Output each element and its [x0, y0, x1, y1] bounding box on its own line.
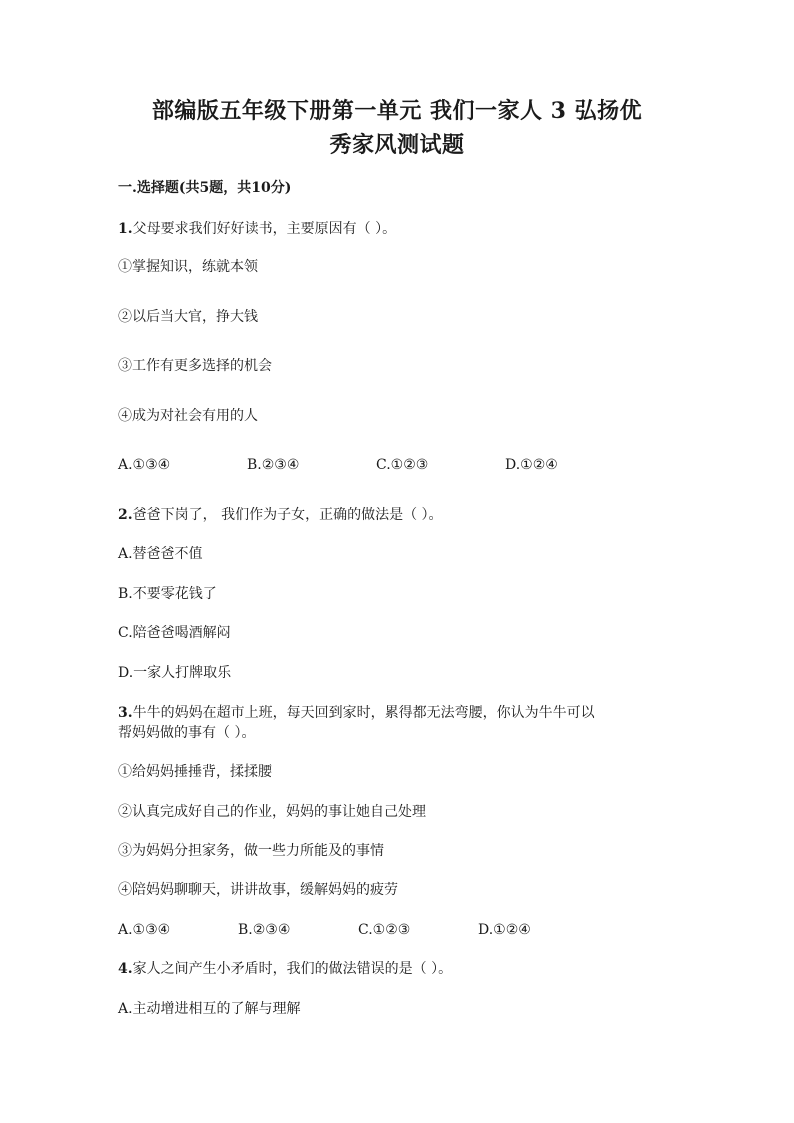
- question-3-stem-line-2: 帮妈妈做的事有（ ）。: [118, 725, 256, 741]
- question-3-statement-4: ④陪妈妈聊聊天，讲讲故事，缓解妈妈的疲劳: [118, 882, 398, 898]
- option-c: C.①②③: [376, 457, 429, 473]
- question-3-statement-2: ②认真完成好自己的作业，妈妈的事让她自己处理: [118, 804, 426, 820]
- option-b: B.②③④: [247, 457, 300, 473]
- page-title-line-2: 秀家风测试题: [329, 132, 465, 158]
- page-title-line-1: 部编版五年级下册第一单元 我们一家人 3 弘扬优: [151, 98, 643, 124]
- question-2-option-a: A.替爸爸不值: [118, 546, 203, 562]
- question-text: 父母要求我们好好读书，主要原因有（ ）。: [132, 221, 397, 237]
- option-d: D.①②④: [478, 922, 531, 938]
- question-3-statement-3: ③为妈妈分担家务，做一些力所能及的事情: [118, 843, 384, 859]
- question-text: 家人之间产生小矛盾时，我们的做法错误的是（ ）。: [132, 961, 453, 977]
- question-1-statement-3: ③工作有更多选择的机会: [118, 358, 272, 374]
- question-4-stem: [118, 959, 452, 979]
- option-b: B.②③④: [238, 922, 291, 938]
- question-1-stem: [118, 219, 396, 239]
- question-text: 爸爸下岗了， 我们作为子女，正确的做法是（ ）。: [132, 507, 443, 523]
- question-3-stem-line-1: [118, 703, 595, 723]
- question-1-options: [118, 455, 634, 475]
- question-text: 牛牛的妈妈在超市上班，每天回到家时，累得都无法弯腰，你认为牛牛可以: [132, 705, 595, 721]
- question-2-option-c: C.陪爸爸喝酒解闷: [118, 625, 231, 641]
- option-a: A.①③④: [118, 457, 171, 473]
- question-2-option-d: D.一家人打牌取乐: [118, 665, 232, 681]
- question-number: 2.: [118, 507, 133, 523]
- option-c: C.①②③: [358, 922, 411, 938]
- question-1-statement-2: ②以后当大官，挣大钱: [118, 309, 258, 325]
- option-d: D.①②④: [505, 457, 558, 473]
- question-1-statement-1: ①掌握知识，练就本领: [118, 259, 258, 275]
- question-3-statement-1: ①给妈妈捶捶背，揉揉腰: [118, 764, 272, 780]
- question-2-option-b: B.不要零花钱了: [118, 586, 217, 602]
- question-2-stem: [118, 505, 443, 525]
- option-a: A.①③④: [118, 922, 171, 938]
- section-heading: 一.选择题(共5题，共10分): [118, 180, 292, 196]
- question-3-options: [118, 920, 598, 940]
- question-number: 4.: [118, 961, 133, 977]
- question-number: 1.: [118, 221, 133, 237]
- question-4-option-a: A.主动增进相互的了解与理解: [118, 1001, 301, 1017]
- question-number: 3.: [118, 705, 133, 721]
- question-1-statement-4: ④成为对社会有用的人: [118, 408, 258, 424]
